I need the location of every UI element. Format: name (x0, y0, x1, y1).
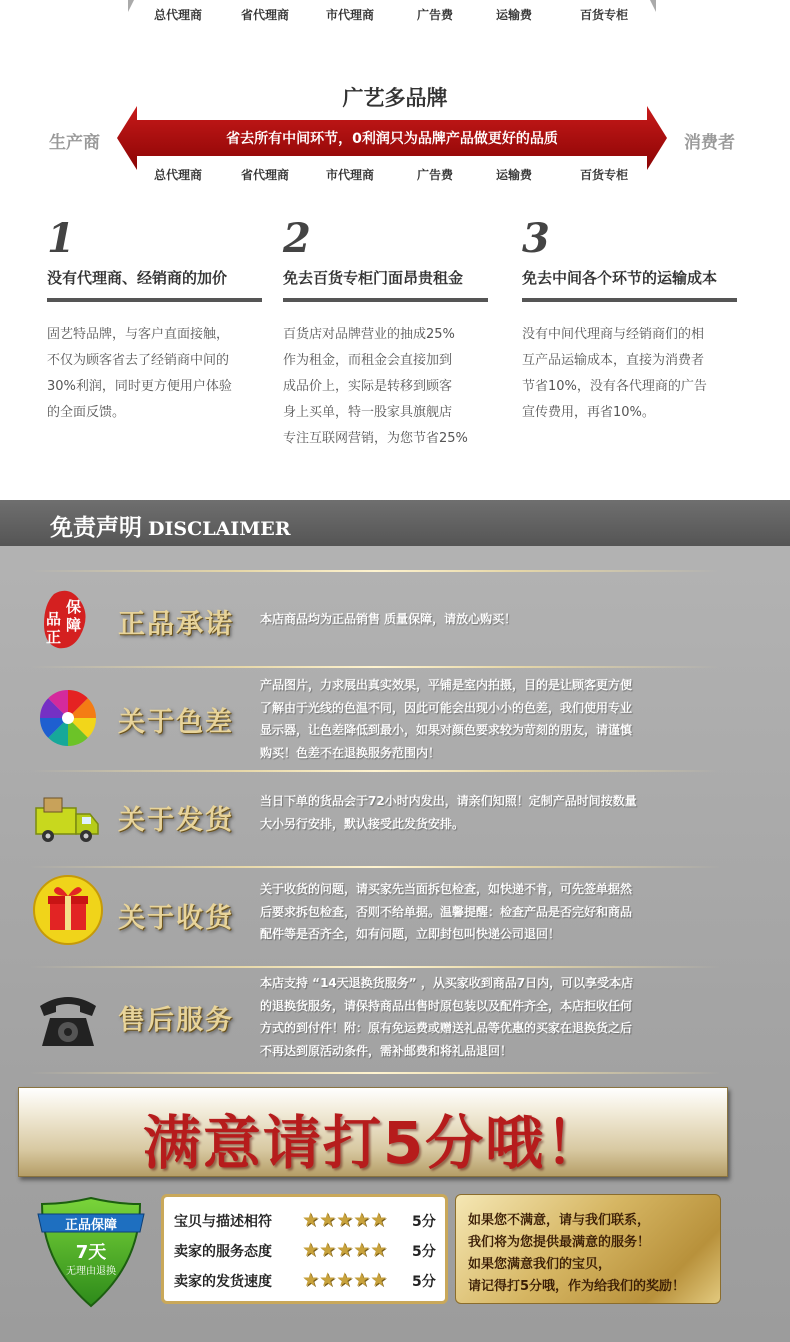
benefit-body (47, 322, 262, 426)
producer-label: 生产商 (49, 133, 100, 153)
item-text (260, 878, 690, 946)
benefit-line: 互产品运输成本，直接为消费者 (522, 353, 705, 368)
benefit-column-3 (522, 215, 737, 426)
benefit-line: 的全面反馈。 (47, 405, 126, 420)
svg-text:障: 障 (66, 616, 82, 634)
benefit-body (522, 322, 737, 426)
benefit-heading: 免去中间各个环节的运输成本 (522, 267, 737, 302)
chain-item: 运输费 (495, 168, 532, 182)
benefit-line: 作为租金，而租金会直接加到 (283, 353, 453, 368)
divider (30, 966, 720, 968)
item-text (260, 674, 690, 764)
chain-item: 总代理商 (153, 8, 202, 22)
benefit-line: 宣传费用，再省10%。 (522, 405, 655, 420)
item-line: 关于收货的问题，请买家先当面拆包检查，如快递不肯，可先签单据然 (260, 882, 633, 896)
color-wheel-icon (32, 682, 104, 754)
rating-label: 宝贝与描述相符 (174, 1214, 272, 1230)
benefit-line: 30%利润，同时更方便用户体验 (47, 379, 232, 394)
item-line: 的退换货服务，请保持商品出售时原包装以及配件齐全，本店拒收任何 (260, 998, 633, 1013)
benefit-line: 成品价上，实际是转移到顾客 (283, 379, 453, 394)
svg-text:无理由退换: 无理由退换 (66, 1266, 116, 1277)
item-label: 关于收货 (118, 903, 234, 934)
chain-item: 广告费 (416, 8, 453, 22)
item-line: 本店支持 “14天退换货服务” ，从买家收到商品7日内，可以享受本店 (260, 976, 634, 990)
benefit-line: 节省10%，没有各代理商的广告 (522, 379, 707, 394)
chain-item: 省代理商 (240, 8, 289, 22)
brand-section (0, 0, 790, 500)
benefit-body (283, 322, 488, 452)
item-line: 后要求拆包检查，否则不给单据。温馨提醒：检查产品是否完好和商品 (260, 904, 633, 919)
star-rating-icon: ★★★★★ (302, 1209, 388, 1231)
divider (30, 866, 720, 868)
item-text (260, 608, 690, 631)
benefit-line: 身上买单，特一股家具旗舰店 (283, 405, 453, 420)
note-line: 我们将为您提供最满意的服务！ (468, 1235, 651, 1250)
item-line: 不再达到原活动条件，需补邮费和将礼品退回！ (260, 1043, 513, 1058)
rating-score: 5分 (412, 1214, 436, 1230)
disclaimer-header (0, 500, 790, 546)
consumer-label: 消费者 (684, 133, 735, 153)
chain-item: 百货专柜 (579, 8, 628, 22)
item-line: 产品图片，力求展出真实效果，平铺是室内拍摄，目的是让顾客更方便 (260, 678, 633, 692)
benefit-number: 1 (47, 215, 75, 262)
rating-request-banner (18, 1087, 728, 1177)
star-rating-icon: ★★★★★ (302, 1269, 388, 1291)
chain-row-bottom (0, 166, 790, 186)
disclaimer-section (0, 500, 790, 1342)
disclaimer-title-en: DISCLAIMER (148, 518, 291, 540)
chain-item: 总代理商 (153, 168, 202, 182)
benefit-line: 没有中间代理商与经销商们的相 (522, 327, 705, 342)
svg-text:品: 品 (46, 610, 62, 628)
item-text (260, 790, 690, 835)
telephone-icon (32, 984, 104, 1056)
benefit-number: 2 (283, 215, 311, 262)
svg-text:保: 保 (66, 598, 82, 616)
chain-item: 省代理商 (240, 168, 289, 182)
benefit-column-2 (283, 215, 488, 452)
guarantee-shield-icon (36, 1194, 146, 1310)
benefit-line: 不仅为顾客省去了经销商中间的 (47, 353, 230, 368)
rating-row (174, 1239, 444, 1263)
item-label: 售后服务 (118, 1005, 234, 1036)
divider (30, 1072, 720, 1074)
chain-row-top (0, 6, 790, 26)
benefit-heading: 没有代理商、经销商的加价 (47, 267, 262, 302)
svg-text:正: 正 (46, 628, 62, 646)
item-line: 了解由于光线的色温不同，因此可能会出现小小的色差，我们使用专业 (260, 700, 633, 715)
item-line: 配件等是否齐全，如有问题，立即封包叫快递公司退回！ (260, 927, 561, 941)
delivery-truck-icon (32, 784, 104, 856)
star-rating-icon: ★★★★★ (302, 1239, 388, 1261)
note-line: 如果您满意我们的宝贝， (468, 1257, 612, 1272)
chain-item: 市代理商 (325, 168, 374, 182)
disclaimer-title-cn: 免责声明 (50, 515, 142, 541)
item-label: 正品承诺 (118, 609, 234, 640)
rating-label: 卖家的服务态度 (174, 1244, 272, 1260)
item-label: 关于发货 (118, 805, 234, 836)
rating-row (174, 1269, 444, 1293)
benefit-line: 专注互联网营销，为您节省25% (283, 431, 468, 446)
divider (30, 770, 720, 772)
chain-item: 广告费 (416, 168, 453, 182)
rating-box (161, 1194, 448, 1304)
benefit-line: 固艺特品牌，与客户直面接触， (47, 327, 230, 342)
satisfaction-note-box (455, 1194, 721, 1304)
rating-row (174, 1209, 444, 1233)
item-line: 大小另行安排，默认接受此发货安排。 (260, 816, 465, 831)
benefit-number: 3 (522, 215, 550, 262)
svg-text:正品保障: 正品保障 (64, 1218, 118, 1233)
rating-score: 5分 (412, 1244, 436, 1260)
rating-request-text: 满意请打5分哦！ (142, 1109, 606, 1177)
benefit-heading: 免去百货专柜门面昂贵租金 (283, 267, 488, 302)
chain-item: 市代理商 (325, 8, 374, 22)
svg-text:7天: 7天 (75, 1242, 107, 1263)
chain-item: 运输费 (495, 8, 532, 22)
note-line: 请记得打5分哦，作为给我们的奖励！ (468, 1279, 686, 1294)
chain-item: 百货专柜 (579, 168, 628, 182)
disclaimer-title (50, 509, 291, 542)
benefit-column-1 (47, 215, 262, 426)
authentic-seal-icon (32, 584, 104, 656)
divider (30, 666, 720, 668)
item-text (260, 972, 690, 1062)
item-label: 关于色差 (118, 707, 234, 738)
banner-text: 省去所有中间环节，0利润只为品牌产品做更好的品质 (226, 131, 558, 147)
item-line: 显示器，让色差降低到最小，如果对颜色要求较为苛刻的朋友，请谨慎 (260, 723, 633, 737)
rating-label: 卖家的发货速度 (174, 1274, 272, 1290)
divider (30, 570, 720, 572)
brand-title: 广艺多品牌 (342, 86, 448, 110)
item-line: 方式的到付件！附：原有免运费或赠送礼品等优惠的买家在退换货之后 (260, 1021, 633, 1035)
benefit-line: 百货店对品牌营业的抽成25% (283, 327, 455, 342)
direct-sales-arrow-banner (117, 106, 667, 170)
item-line: 当日下单的货品会于72小时内发出，请亲们知照！定制产品时间按数量 (260, 794, 637, 808)
item-line: 本店商品均为正品销售 质量保障，请放心购买！ (260, 612, 517, 626)
rating-score: 5分 (412, 1274, 436, 1290)
note-line: 如果您不满意，请与我们联系， (468, 1213, 651, 1228)
gift-box-icon (32, 874, 104, 946)
item-line: 购买！色差不在退换服务范围内！ (260, 745, 441, 760)
